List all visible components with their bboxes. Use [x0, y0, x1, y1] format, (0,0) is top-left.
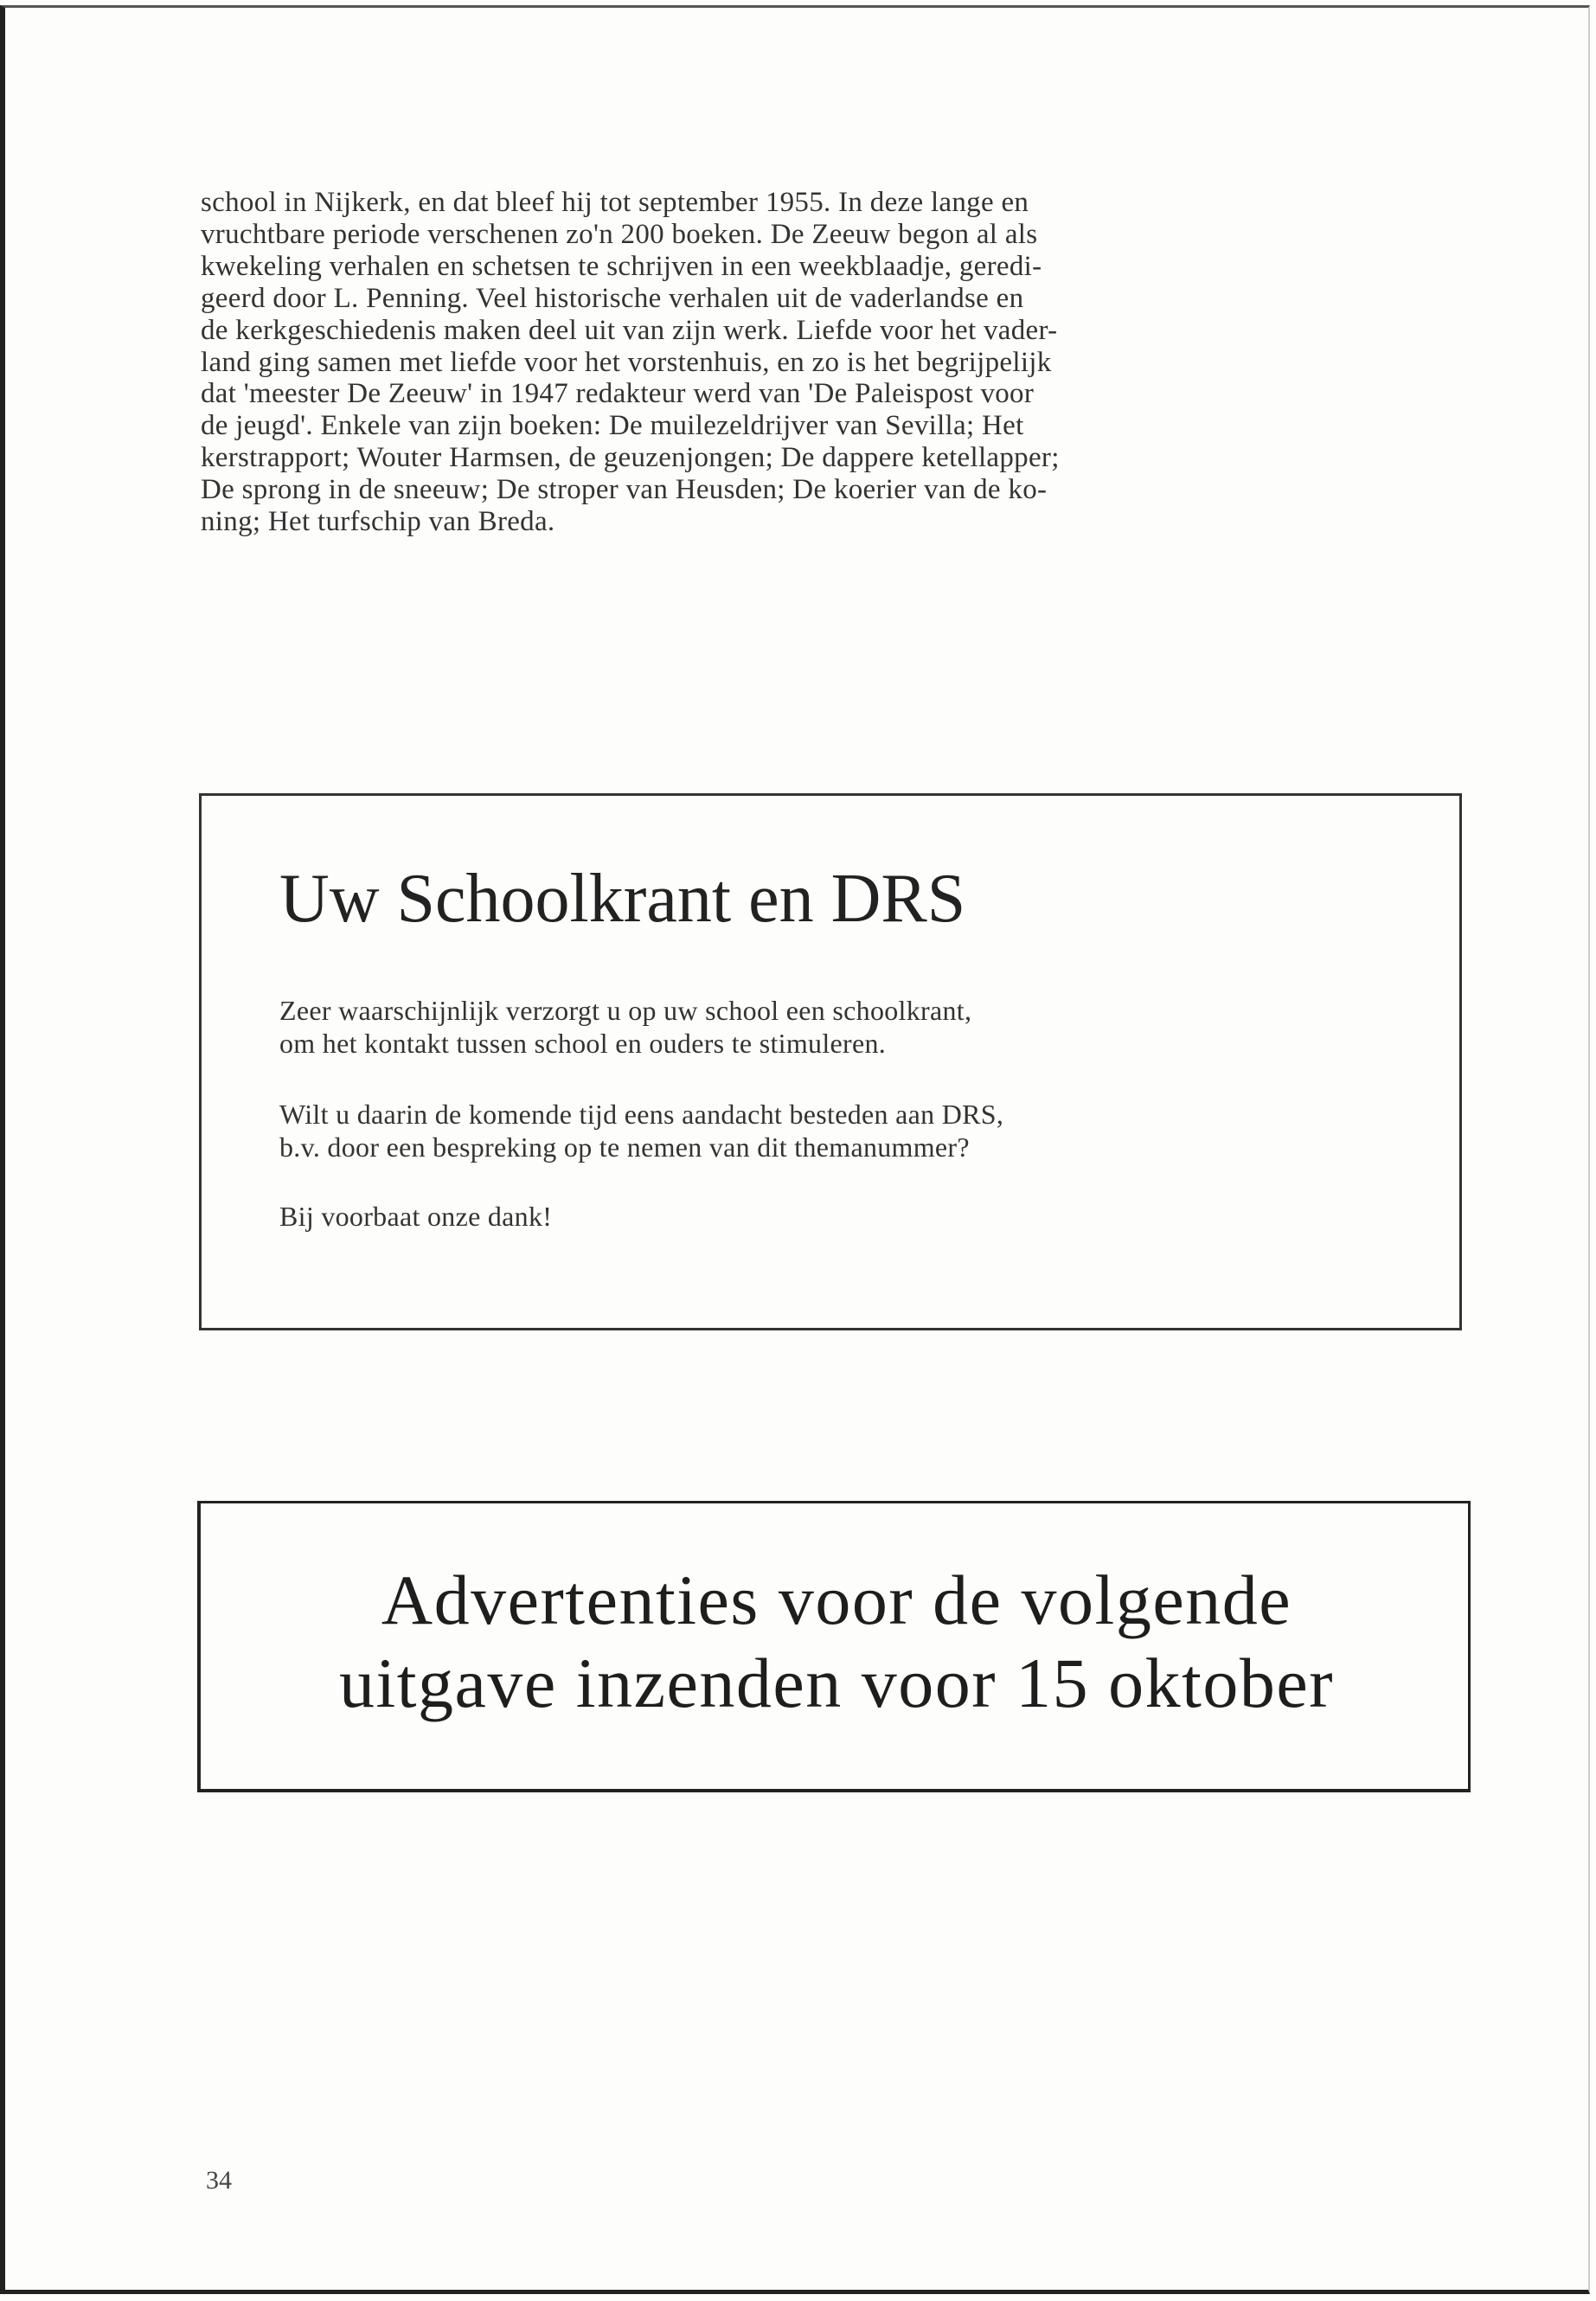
body-text-line: vruchtbare periode verschenen zo'n 200 boeken. De Zeeuw begon al als	[201, 218, 1038, 250]
schoolkrant-heading: Uw Schoolkrant en DRS	[279, 861, 966, 937]
advert-line: Advertenties voor de volgende	[381, 1561, 1292, 1639]
schoolkrant-line: om het kontakt tussen school en ouders te stimuleren.	[279, 1028, 887, 1059]
body-text-line: ning; Het turfschip van Breda.	[201, 506, 555, 538]
advert-notice	[218, 1559, 1455, 1725]
body-text-line: de jeugd'. Enkele van zijn boeken: De muilezeldrijver van Sevilla; Het	[201, 410, 1024, 442]
advert-line: uitgave inzenden voor 15 oktober	[338, 1644, 1335, 1722]
page-number: 34	[206, 2166, 232, 2195]
body-text-line: land ging samen met liefde voor het vorstenhuis, en zo is het begrijpelijk	[201, 346, 1052, 378]
schoolkrant-paragraph	[279, 994, 1404, 1060]
schoolkrant-line: Bij voorbaat onze dank!	[279, 1201, 553, 1232]
body-text-line: school in Nijkerk, en dat bleef hij tot september 1955. In deze lange en	[201, 187, 1029, 218]
body-text-line: de kerkgeschiedenis maken deel uit van zijn werk. Liefde voor het vader-	[201, 314, 1058, 346]
schoolkrant-paragraph	[279, 1098, 1404, 1163]
body-text	[201, 187, 1446, 538]
advert-box	[197, 1501, 1471, 1792]
body-text-line: kwekeling verhalen en schetsen te schrijven in een weekblaadje, geredi-	[201, 250, 1042, 282]
body-text-line: dat 'meester De Zeeuw' in 1947 redakteur werd van 'De Paleispost voor	[201, 378, 1035, 410]
schoolkrant-paragraph	[279, 1200, 1404, 1233]
body-text-line: kerstrapport; Wouter Harmsen, de geuzenjongen; De dappere ketellapper;	[201, 442, 1060, 474]
schoolkrant-line: Wilt u daarin de komende tijd eens aandacht besteden aan DRS,	[279, 1099, 1004, 1130]
body-text-line: geerd door L. Penning. Veel historische verhalen uit de vaderlandse en	[201, 282, 1024, 314]
body-text-line: De sprong in de sneeuw; De stroper van Heusden; De koerier van de ko-	[201, 474, 1048, 506]
schoolkrant-box	[199, 793, 1462, 1330]
schoolkrant-line: b.v. door een bespreking op te nemen van dit themanummer?	[279, 1131, 970, 1163]
schoolkrant-line: Zeer waarschijnlijk verzorgt u op uw school een schoolkrant,	[279, 995, 972, 1026]
